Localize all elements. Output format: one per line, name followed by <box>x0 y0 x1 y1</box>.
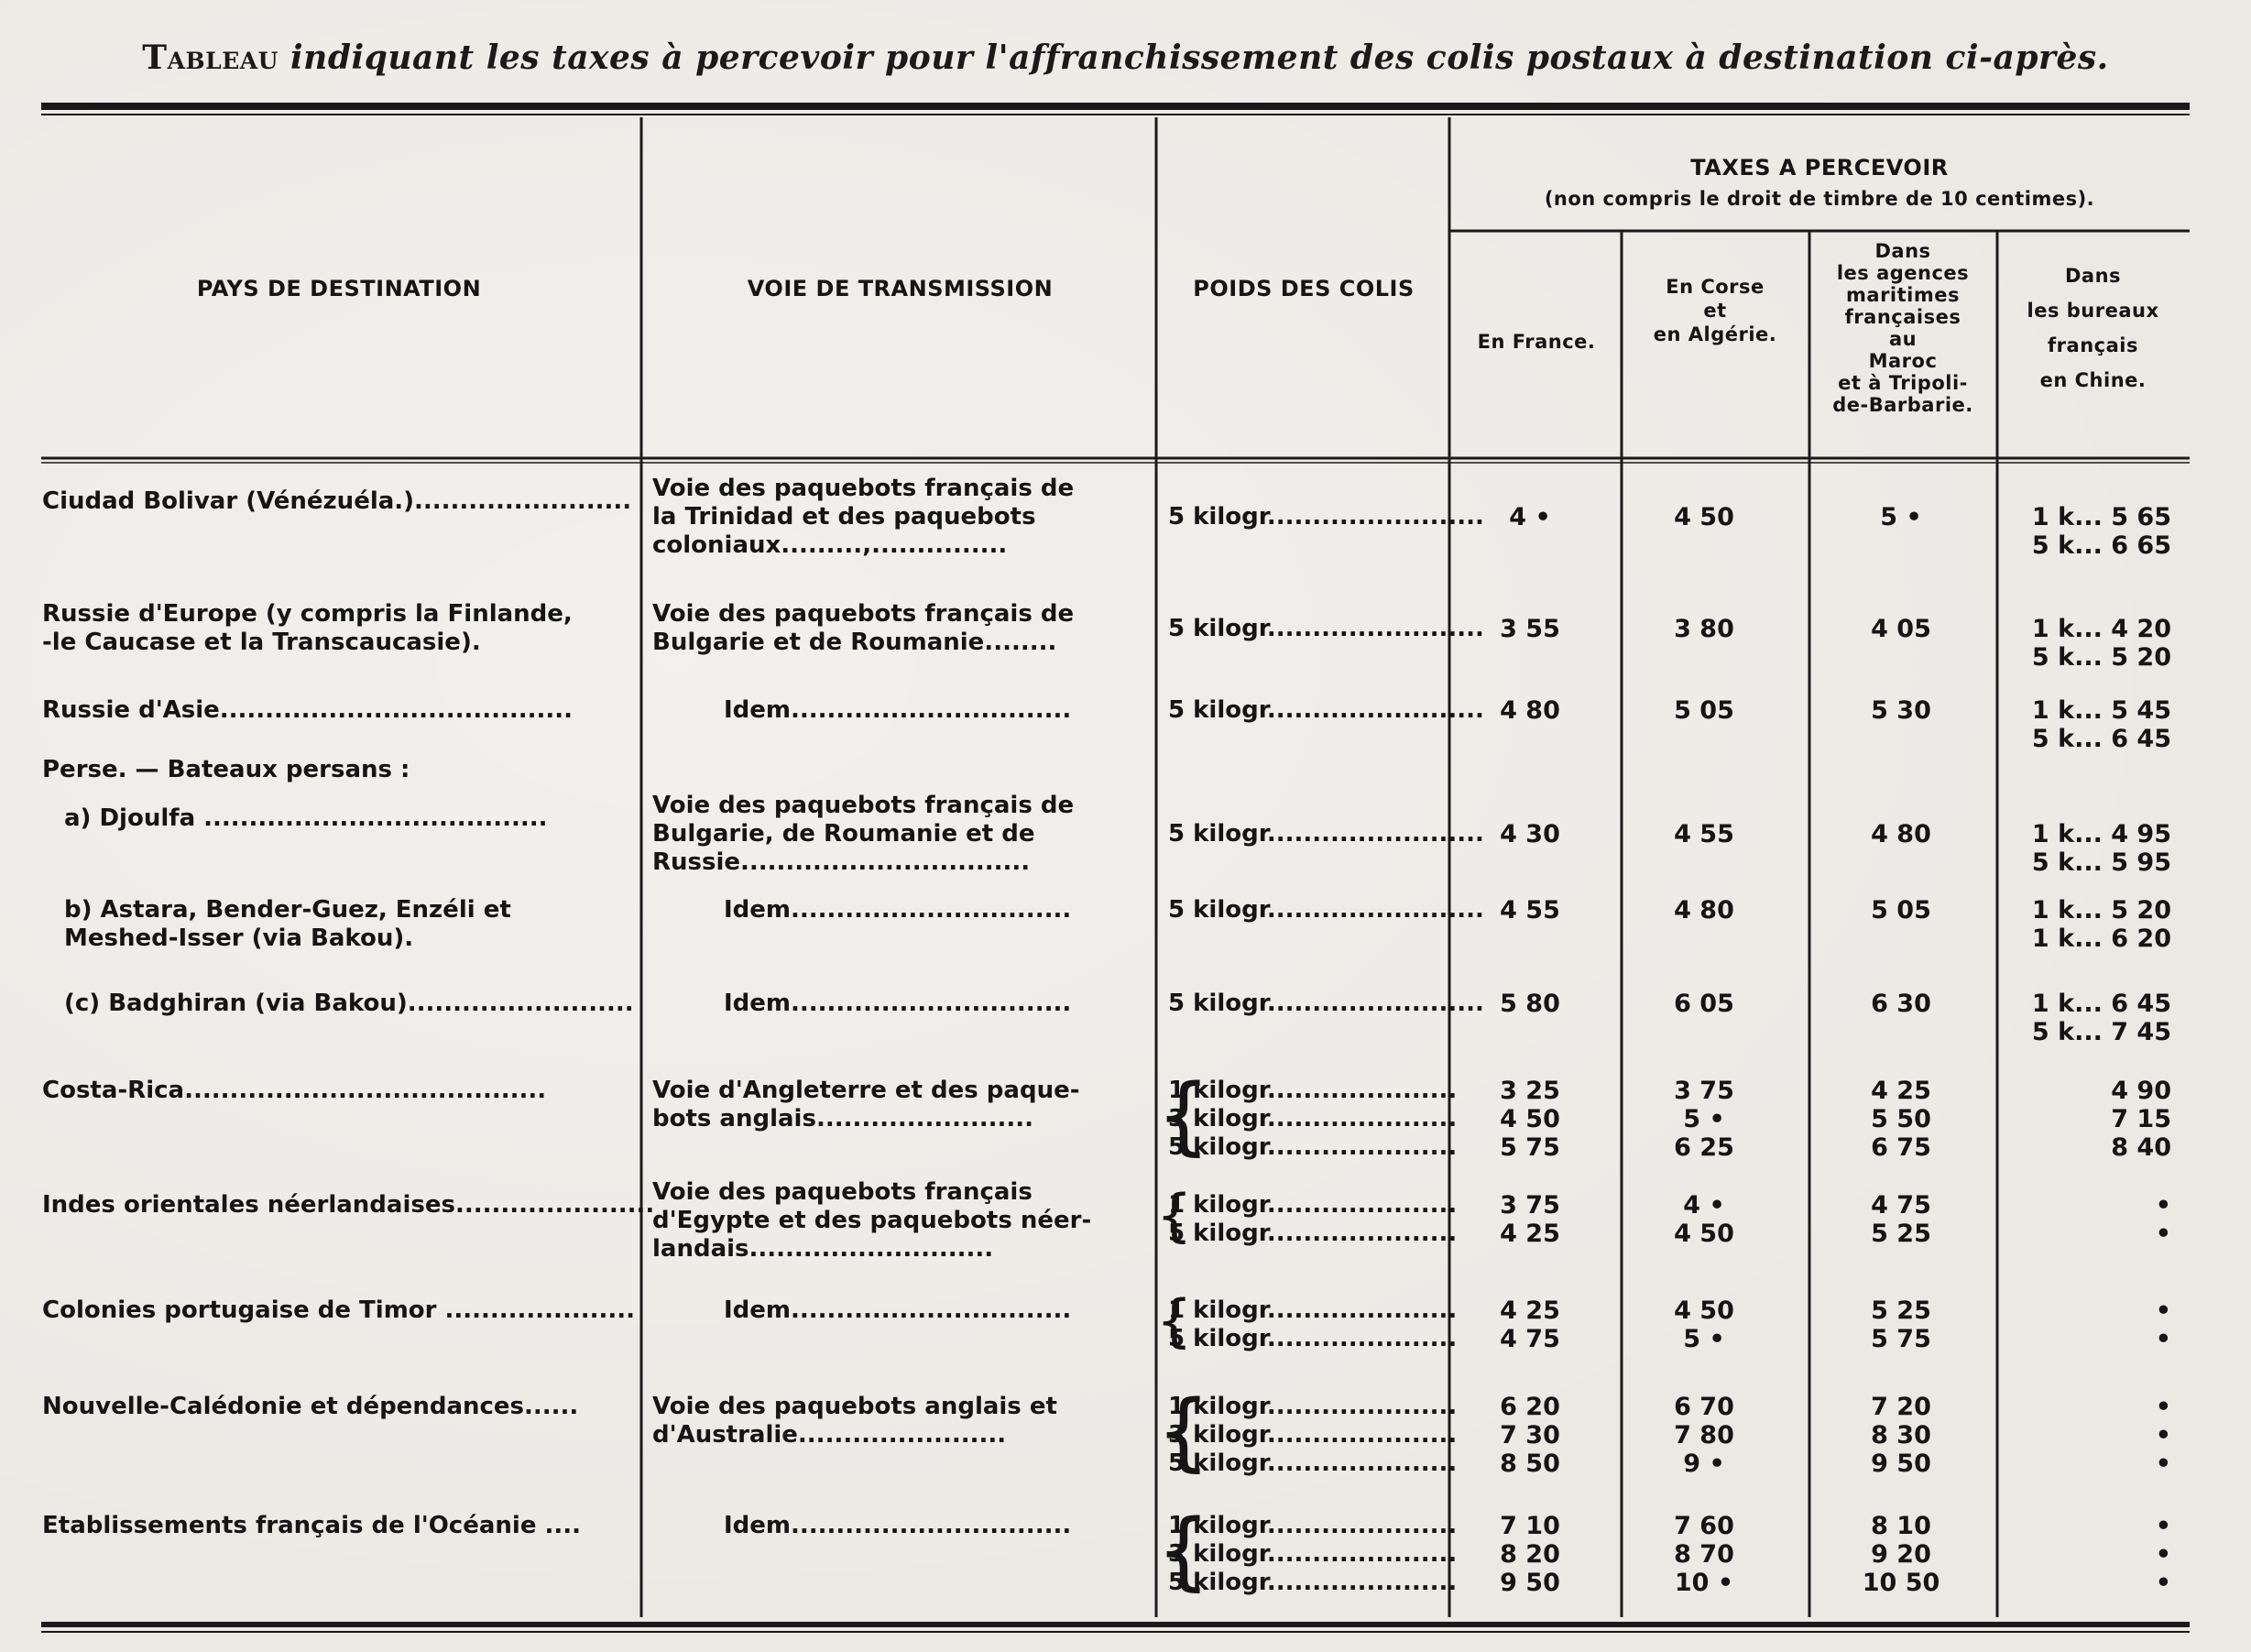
tax-chine: • <box>2155 1393 2171 1421</box>
tax-corse-algerie: 4 50 <box>1674 1220 1734 1248</box>
tax-maroc: 5 • <box>1880 503 1922 531</box>
tax-chine: • <box>2155 1421 2171 1450</box>
parcel-weight: 3 kilogr..................... <box>1168 1421 1458 1449</box>
parcel-weight: 5 kilogr........................ <box>1168 896 1484 924</box>
country-name: Russie d'Asie....................................... <box>42 696 573 724</box>
route-text: Voie des paquebots français de <box>652 475 1075 502</box>
tax-corse-algerie: 10 • <box>1674 1569 1734 1597</box>
header-france: En France. <box>1477 331 1596 353</box>
parcel-weight: 5 kilogr........................ <box>1168 696 1484 724</box>
header-maroc <box>1811 240 1994 416</box>
header-maroc-line: au <box>1888 328 1918 350</box>
header-chine <box>1999 258 2187 398</box>
tax-france: 4 25 <box>1500 1296 1560 1325</box>
header-maroc-line: les agences <box>1836 262 1970 284</box>
tax-maroc: 4 80 <box>1871 820 1931 848</box>
parcel-weight: 5 kilogr..................... <box>1168 1133 1458 1161</box>
route-text: coloniaux.........,............... <box>652 531 1008 559</box>
tax-corse-algerie: 9 • <box>1683 1450 1725 1478</box>
header-poids: POIDS DES COLIS <box>1193 276 1415 301</box>
tax-chine: • <box>2155 1220 2171 1248</box>
tax-maroc: 4 25 <box>1871 1077 1931 1105</box>
tax-maroc: 7 20 <box>1871 1393 1931 1421</box>
tax-corse-algerie: 7 80 <box>1674 1421 1734 1450</box>
route-text: Bulgarie, de Roumanie et de <box>652 820 1035 848</box>
tax-chine: • <box>2155 1569 2171 1597</box>
tax-chine: 5 k... 5 20 <box>2031 643 2171 672</box>
tax-maroc: 5 50 <box>1871 1105 1931 1133</box>
tax-chine: • <box>2155 1325 2171 1353</box>
tax-chine: • <box>2155 1296 2171 1325</box>
tax-chine: • <box>2155 1191 2171 1220</box>
brace-mark: { <box>1156 1066 1211 1165</box>
tax-corse-algerie: 4 50 <box>1674 503 1734 531</box>
header-maroc-line: Maroc <box>1868 350 1938 372</box>
header-maroc-line: et à Tripoli- <box>1838 372 1968 394</box>
brace-mark: { <box>1156 1382 1211 1481</box>
parcel-weight: 5 kilogr..................... <box>1168 1220 1458 1247</box>
tax-corse-algerie: 5 • <box>1683 1325 1725 1353</box>
parcel-weight: 3 kilogr..................... <box>1168 1105 1458 1132</box>
tax-chine: 1 k... 5 20 <box>2031 896 2171 924</box>
route-text: d'Egypte et des paquebots néer- <box>652 1207 1092 1234</box>
parcel-weight: 5 kilogr........................ <box>1168 820 1484 848</box>
route-text: Voie des paquebots français <box>652 1178 1033 1206</box>
tax-maroc: 5 05 <box>1871 896 1931 924</box>
header-chine-line: les bureaux <box>2027 300 2159 322</box>
tax-corse-algerie: 7 60 <box>1674 1512 1734 1540</box>
tax-corse-algerie: 5 05 <box>1674 696 1734 725</box>
header-chine-line: français <box>2048 334 2138 356</box>
tax-chine: • <box>2155 1540 2171 1569</box>
tax-corse-algerie: 4 80 <box>1674 896 1734 924</box>
country-name: b) Astara, Bender-Guez, Enzéli et <box>64 896 511 924</box>
parcel-weight: 5 kilogr..................... <box>1168 1325 1458 1352</box>
route-text: landais........................... <box>652 1235 994 1263</box>
tax-france: 8 50 <box>1500 1450 1560 1478</box>
route-text: Voie d'Angleterre et des paque- <box>652 1077 1080 1104</box>
tax-chine: 5 k... 6 65 <box>2031 531 2171 560</box>
route-text: Idem............................... <box>724 1296 1072 1324</box>
header-corse-line: et <box>1703 300 1727 322</box>
tax-corse-algerie: 8 70 <box>1674 1540 1734 1569</box>
tax-france: 4 80 <box>1500 696 1560 725</box>
tax-chine: 4 90 <box>2111 1077 2171 1105</box>
tax-corse-algerie: 4 • <box>1683 1191 1725 1220</box>
tax-maroc: 4 75 <box>1871 1191 1931 1220</box>
header-corse-line: En Corse <box>1666 276 1765 298</box>
country-name: Etablissements français de l'Océanie .... <box>42 1512 582 1539</box>
country-name: Perse. — Bateaux persans : <box>42 756 410 783</box>
tax-chine: 1 k... 5 45 <box>2031 696 2171 725</box>
route-text: Idem............................... <box>724 896 1072 924</box>
parcel-weight: 5 kilogr..................... <box>1168 1450 1458 1477</box>
tax-corse-algerie: 3 80 <box>1674 615 1734 643</box>
header-maroc-line: maritimes <box>1846 284 1960 306</box>
tax-chine: 7 15 <box>2111 1105 2171 1133</box>
country-name: -le Caucase et la Transcaucasie). <box>42 629 481 656</box>
tax-france: 5 80 <box>1500 990 1560 1018</box>
route-text: Idem............................... <box>724 696 1072 724</box>
header-maroc-line: françaises <box>1844 306 1961 328</box>
parcel-weight: 1 kilogr..................... <box>1168 1512 1458 1539</box>
tax-france: 9 50 <box>1500 1569 1560 1597</box>
tax-france: 3 25 <box>1500 1077 1560 1105</box>
tax-france: 4 75 <box>1500 1325 1560 1353</box>
tax-maroc: 4 05 <box>1871 615 1931 643</box>
country-name: Nouvelle-Calédonie et dépendances...... <box>42 1393 579 1420</box>
tax-france: 6 20 <box>1500 1393 1560 1421</box>
route-text: Voie des paquebots français de <box>652 600 1075 628</box>
header-chine-line: en Chine. <box>2039 369 2147 391</box>
tax-maroc: 9 50 <box>1871 1450 1931 1478</box>
tax-france: 4 25 <box>1500 1220 1560 1248</box>
tax-corse-algerie: 6 25 <box>1674 1133 1734 1162</box>
header-taxes-note: (non compris le droit de timbre de 10 centimes). <box>1544 188 2095 210</box>
parcel-weight: 5 kilogr........................ <box>1168 990 1484 1017</box>
tax-corse-algerie: 6 70 <box>1674 1393 1734 1421</box>
header-chine-line: Dans <box>2064 265 2122 287</box>
parcel-weight: 5 kilogr..................... <box>1168 1569 1458 1596</box>
tax-maroc: 5 30 <box>1871 696 1931 725</box>
route-text: bots anglais........................ <box>652 1105 1033 1132</box>
tax-maroc: 8 30 <box>1871 1421 1931 1450</box>
route-text: d'Australie....................... <box>652 1421 1007 1449</box>
tax-chine: 1 k... 4 20 <box>2031 615 2171 643</box>
country-name: Russie d'Europe (y compris la Finlande, <box>42 600 573 628</box>
tax-corse-algerie: 3 75 <box>1674 1077 1734 1105</box>
tax-maroc: 5 25 <box>1871 1220 1931 1248</box>
tax-france: 4 55 <box>1500 896 1560 924</box>
country-name: (c) Badghiran (via Bakou)......................... <box>64 990 634 1017</box>
tax-france: 7 30 <box>1500 1421 1560 1450</box>
tax-chine: 5 k... 6 45 <box>2031 725 2171 753</box>
header-voie: VOIE DE TRANSMISSION <box>747 276 1054 301</box>
tax-france: 7 10 <box>1500 1512 1560 1540</box>
parcel-weight: 5 kilogr........................ <box>1168 615 1484 642</box>
brace-mark: { <box>1156 1287 1193 1354</box>
country-name: Colonies portugaise de Timor ..................... <box>42 1296 635 1324</box>
tax-chine: 1 k... 5 65 <box>2031 503 2171 531</box>
tax-france: 4 50 <box>1500 1105 1560 1133</box>
tax-france: 4 • <box>1509 503 1551 531</box>
tax-maroc: 5 25 <box>1871 1296 1931 1325</box>
header-pays: PAYS DE DESTINATION <box>196 276 482 301</box>
tax-chine: 8 40 <box>2111 1133 2171 1162</box>
country-name: Indes orientales néerlandaises...................... <box>42 1191 655 1219</box>
country-name: Ciudad Bolivar (Vénézuéla.)........................ <box>42 487 632 515</box>
tax-chine: 1 k... 4 95 <box>2031 820 2171 848</box>
route-text: Bulgarie et de Roumanie........ <box>652 629 1057 656</box>
route-text: la Trinidad et des paquebots <box>652 503 1036 531</box>
parcel-weight: 1 kilogr..................... <box>1168 1296 1458 1324</box>
tax-chine: 5 k... 7 45 <box>2031 1018 2171 1046</box>
tax-chine: • <box>2155 1450 2171 1478</box>
route-text: Voie des paquebots français de <box>652 792 1075 819</box>
tax-france: 5 75 <box>1500 1133 1560 1162</box>
tax-france: 4 30 <box>1500 820 1560 848</box>
tax-france: 3 75 <box>1500 1191 1560 1220</box>
tax-maroc: 5 75 <box>1871 1325 1931 1353</box>
route-text: Voie des paquebots anglais et <box>652 1393 1057 1420</box>
tax-corse-algerie: 5 • <box>1683 1105 1725 1133</box>
tax-chine: • <box>2155 1512 2171 1540</box>
country-name: Costa-Rica........................................ <box>42 1077 547 1104</box>
tax-chine: 5 k... 5 95 <box>2031 848 2171 877</box>
parcel-weight: 1 kilogr..................... <box>1168 1191 1458 1219</box>
header-corse <box>1623 275 1807 346</box>
tax-maroc: 6 75 <box>1871 1133 1931 1162</box>
route-text: Idem............................... <box>724 1512 1072 1539</box>
tax-france: 8 20 <box>1500 1540 1560 1569</box>
parcel-weight: 5 kilogr........................ <box>1168 503 1484 531</box>
route-text: Russie................................ <box>652 848 1031 876</box>
header-maroc-line: de-Barbarie. <box>1832 394 1973 416</box>
tax-maroc: 6 30 <box>1871 990 1931 1018</box>
title-rest: indiquant les taxes à percevoir pour l'affranchissement des colis postaux à destination ci-après. <box>290 38 2109 77</box>
route-text: Idem............................... <box>724 990 1072 1017</box>
parcel-weight: 1 kilogr..................... <box>1168 1077 1458 1104</box>
tax-corse-algerie: 6 05 <box>1674 990 1734 1018</box>
tax-chine: 1 k... 6 45 <box>2031 990 2171 1018</box>
tax-maroc: 8 10 <box>1871 1512 1931 1540</box>
parcel-weight: 3 kilogr..................... <box>1168 1540 1458 1568</box>
header-corse-line: en Algérie. <box>1653 323 1777 345</box>
header-maroc-line: Dans <box>1874 240 1931 262</box>
parcel-weight: 1 kilogr..................... <box>1168 1393 1458 1420</box>
tax-chine: 1 k... 6 20 <box>2031 924 2171 953</box>
brace-mark: { <box>1156 1182 1193 1249</box>
brace-mark: { <box>1156 1501 1211 1600</box>
header-taxes: TAXES A PERCEVOIR <box>1690 155 1949 181</box>
title-lead: Tableau <box>142 38 279 77</box>
tax-maroc: 9 20 <box>1871 1540 1931 1569</box>
country-name: Meshed-Isser (via Bakou). <box>64 924 414 952</box>
tax-maroc: 10 50 <box>1862 1569 1940 1597</box>
country-name: a) Djoulfa ...................................... <box>64 804 548 832</box>
tax-corse-algerie: 4 50 <box>1674 1296 1734 1325</box>
tax-france: 3 55 <box>1500 615 1560 643</box>
tax-corse-algerie: 4 55 <box>1674 820 1734 848</box>
